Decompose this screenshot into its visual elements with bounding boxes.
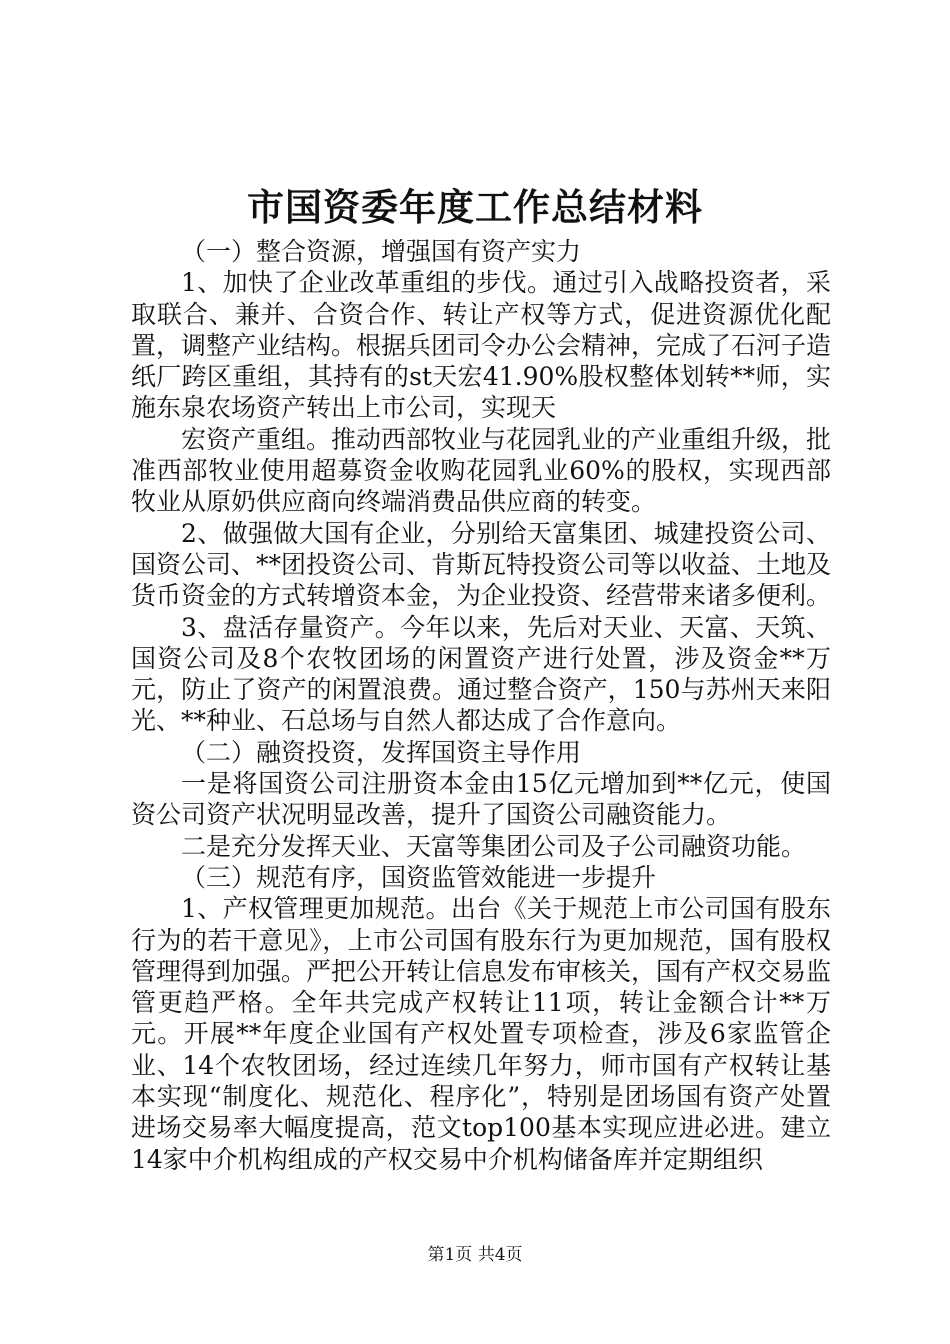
section-heading-3: （三）规范有序，国资监管效能进一步提升 xyxy=(181,862,657,892)
paragraph-4: 一是将国资公司注册资本金由15亿元增加到**亿元，使国资公司资产状况明显改善，提升了国资公司融资能力。 xyxy=(131,769,831,830)
document-title: 市国资委年度工作总结材料 xyxy=(247,185,703,229)
paragraph-6: 1、产权管理更加规范。出台《关于规范上市公司国有股东行为的若干意见》，上市公司国有股东行为更加规范，国有股权管理得到加强。严把公开转让信息发布审核关，国有产权交易监管更趋严格。全年共完成产权转让11项，转让金额合计**万元。开展**年度企业国有产权处置专项检查，涉及6家监管企业、14个农牧团场，经过连续几年努力，师市国有产权转让基本实现“制度化、规范化、程序化”，特别是团场国有资产处置进场交易率大幅度提高，范文top100基本实现应进必进。建立14家中介机构组成的产权交易中介机构储备库并定期组织 xyxy=(131,894,832,1174)
paragraph-1-continued: 宏资产重组。推动西部牧业与花园乳业的产业重组升级，批准西部牧业使用超募资金收购花园乳业60%的股权，实现西部牧业从原奶供应商向终端消费品供应商的转变。 xyxy=(131,424,832,517)
paragraph-2: 2、做强做大国有企业，分别给天富集团、城建投资公司、国资公司、**团投资公司、肯斯瓦特投资公司等以收益、土地及货币资金的方式转增资本金，为企业投资、经营带来诸多便利。 xyxy=(131,518,832,611)
page-number-footer: 第1页 共4页 xyxy=(427,1245,523,1265)
document-body xyxy=(131,236,831,1175)
paragraph-3: 3、盘活存量资产。今年以来，先后对天业、天富、天筑、国资公司及8个农牧团场的闲置资产进行处置，涉及资金**万元，防止了资产的闲置浪费。通过整合资产，150与苏州天来阳光、**种业、石总场与自然人都达成了合作意向。 xyxy=(131,612,831,736)
section-heading-2: （二）融资投资，发挥国资主导作用 xyxy=(181,737,582,767)
paragraph-1: 1、加快了企业改革重组的步伐。通过引入战略投资者，采取联合、兼并、合资合作、转让产权等方式，促进资源优化配置，调整产业结构。根据兵团司令办公会精神，完成了石河子造纸厂跨区重组，其持有的st天宏41.90%股权整体划转**师，实施东泉农场资产转出上市公司，实现天 xyxy=(131,268,832,423)
paragraph-5: 二是充分发挥天业、天富等集团公司及子公司融资功能。 xyxy=(181,831,807,861)
section-heading-1: （一）整合资源，增强国有资产实力 xyxy=(181,237,582,266)
